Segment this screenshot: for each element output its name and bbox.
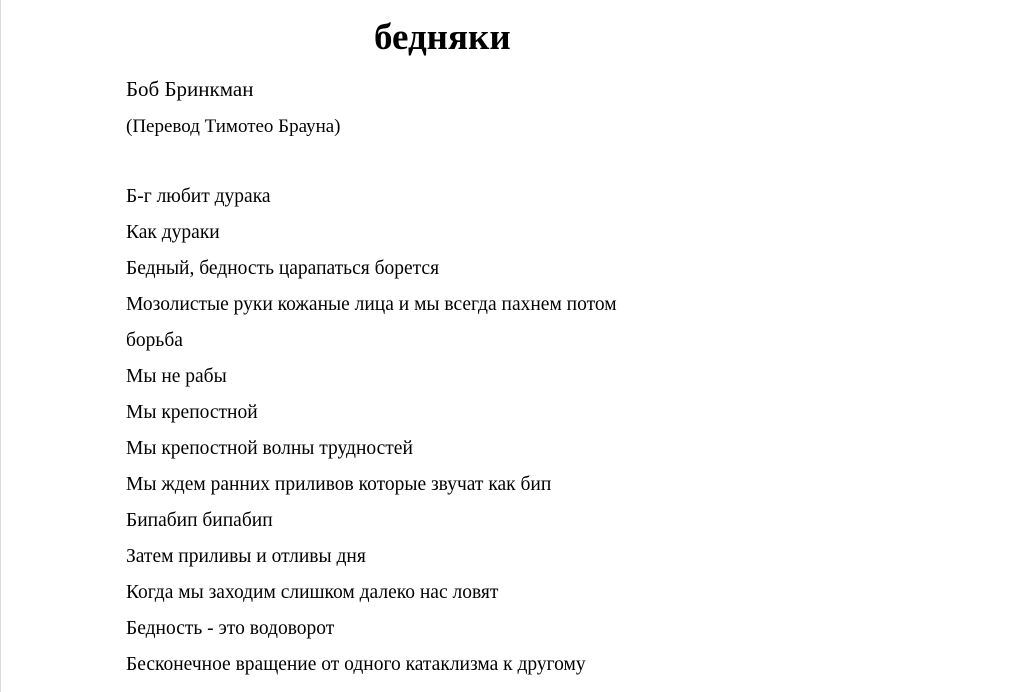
poem-line: Бедность - это водоворот <box>126 618 335 639</box>
poem-body <box>126 184 617 688</box>
poem-line: Б-г любит дурака <box>126 186 271 207</box>
poem-line: Когда мы заходим слишком далеко нас ловят <box>126 582 499 603</box>
poem-line: Бедный, бедность царапаться борется <box>126 258 440 279</box>
poem-line: Как дураки <box>126 222 220 243</box>
poem-line: Затем приливы и отливы дня <box>126 546 366 567</box>
poem-line: Мы не рабы <box>126 366 227 387</box>
poem-line: Мы крепостной <box>126 402 258 423</box>
author-name: Боб Бринкман <box>126 77 254 101</box>
poem-line: Бесконечное вращение от одного катаклизма к другому <box>126 654 586 675</box>
poem-line: Бипабип бипабип <box>126 510 273 531</box>
poem-line: борьба <box>126 330 183 351</box>
poem-line: Мы крепостной волны трудностей <box>126 438 413 459</box>
poem-line: Мозолистые руки кожаные лица и мы всегда пахнем потом <box>126 294 617 315</box>
document-title: бедняки <box>374 17 511 58</box>
poem-line: Мы ждем ранних приливов которые звучат как бип <box>126 474 552 495</box>
translator-credit: (Перевод Тимотео Брауна) <box>126 116 341 137</box>
